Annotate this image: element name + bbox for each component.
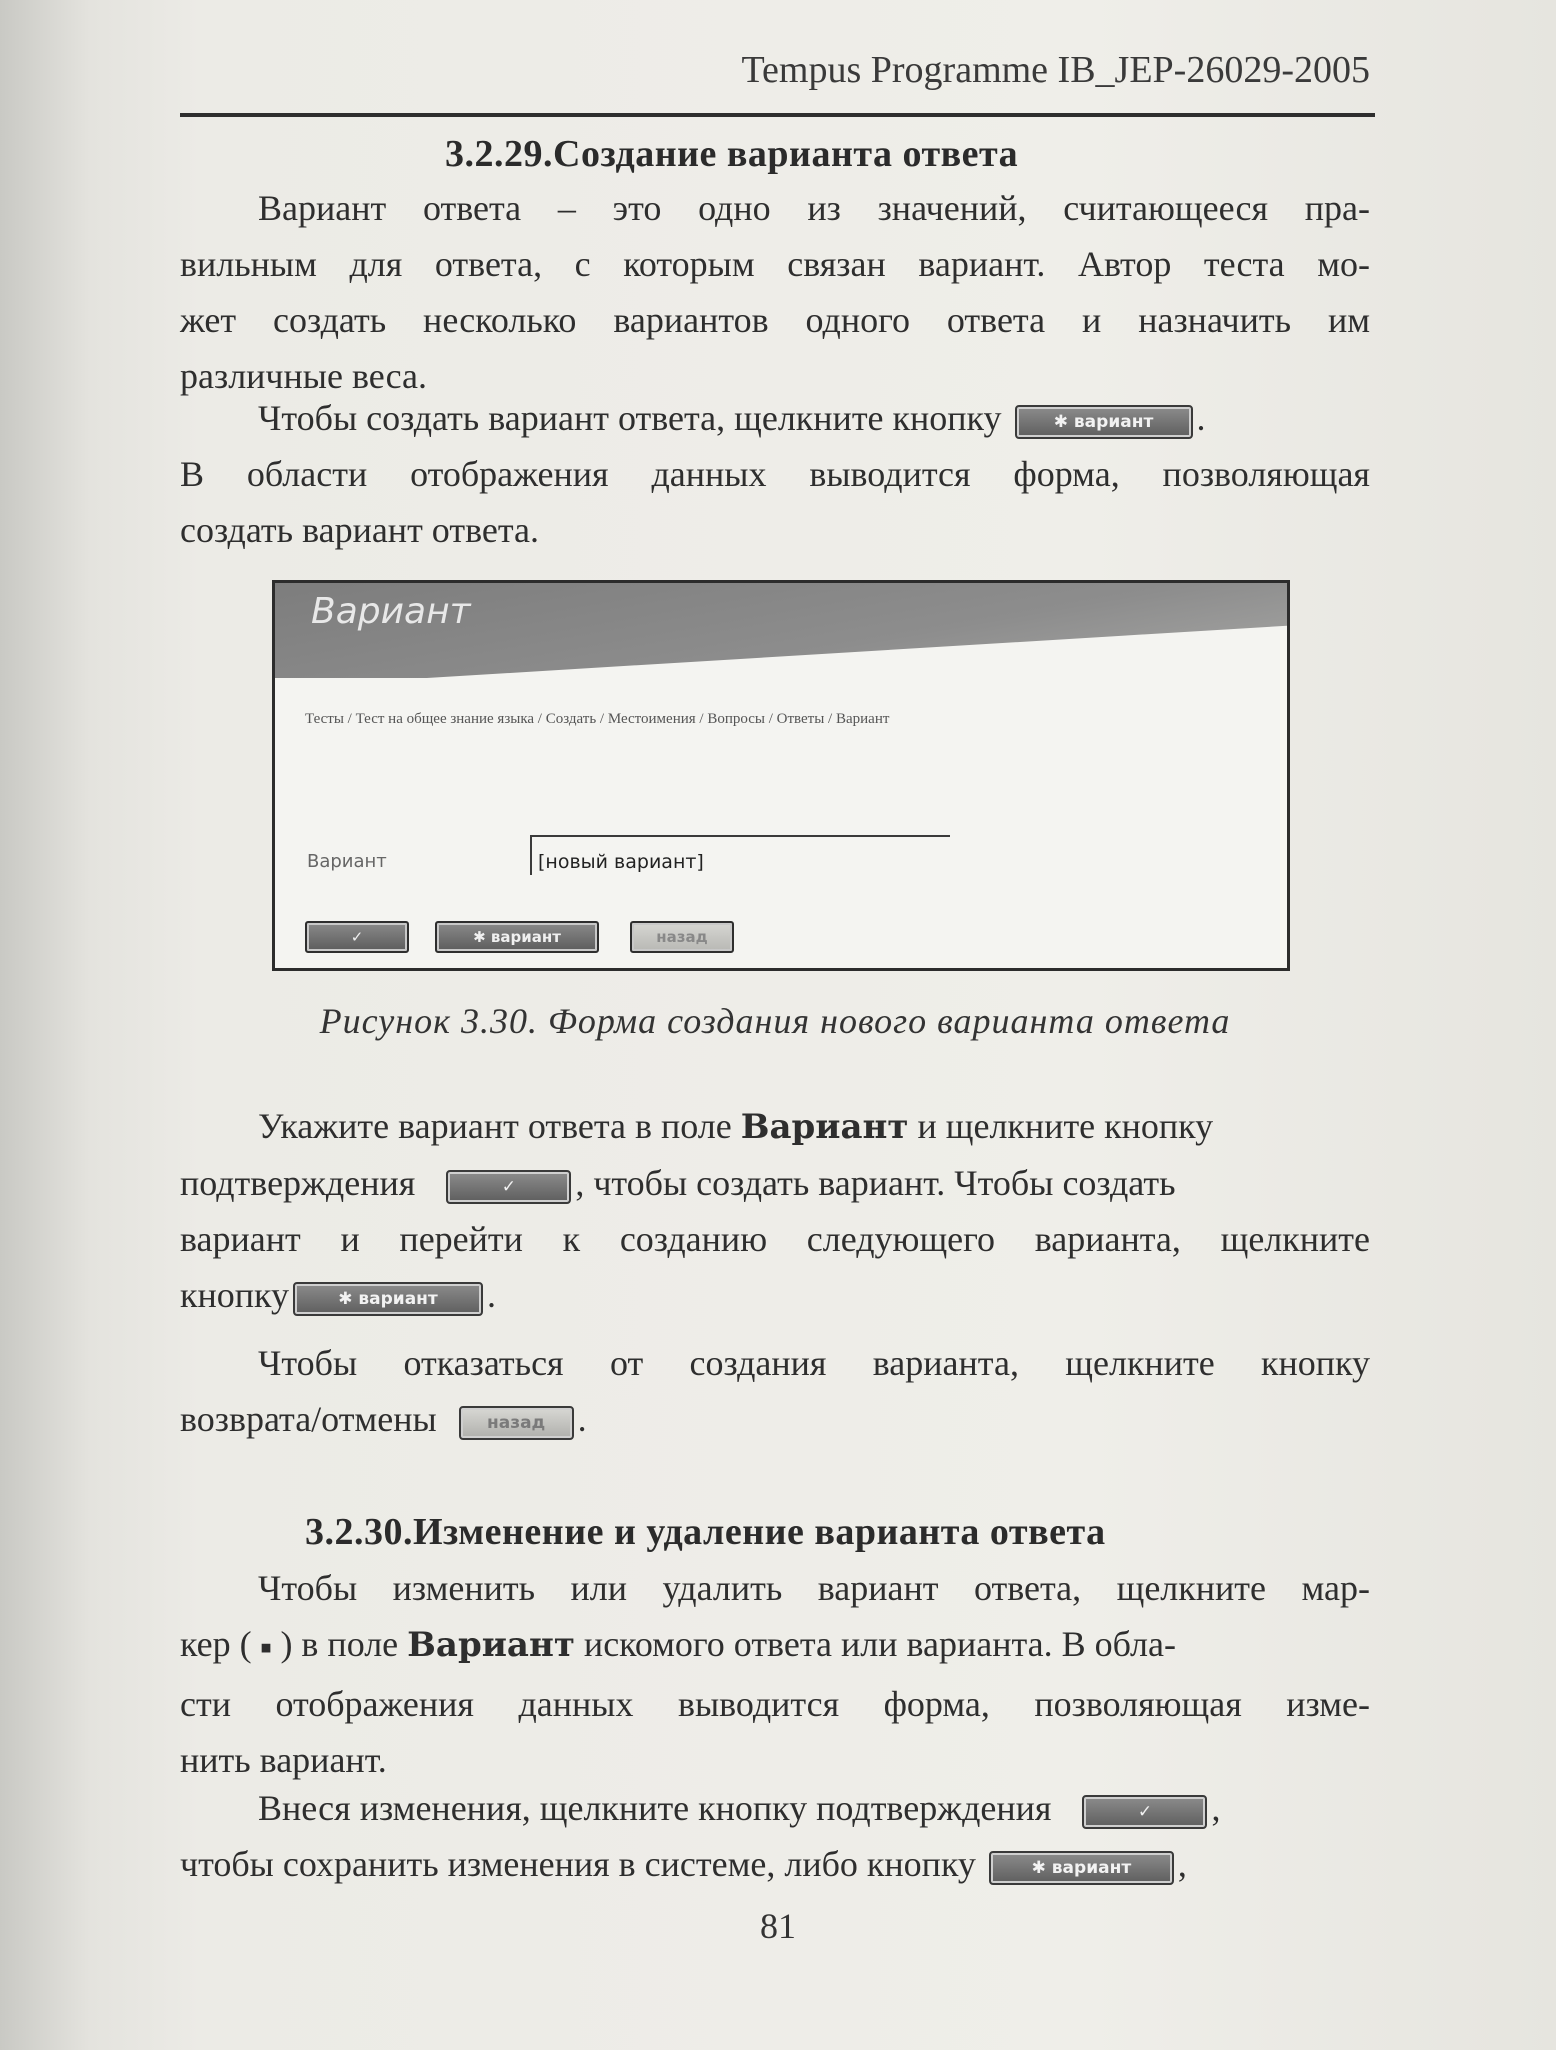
paragraph-confirm	[180, 1098, 1370, 1323]
confirm-button-inline[interactable]: ✓	[1082, 1795, 1207, 1829]
text-line: жет создать несколько вариантов одного ответа и назначить им	[180, 300, 1370, 340]
text-fragment: Внеся изменения, щелкните кнопку подтверждения	[258, 1788, 1052, 1828]
figure-caption: Рисунок 3.30. Форма создания нового варианта ответа	[319, 1001, 1231, 1041]
text-line: Чтобы отказаться от создания варианта, щелкните кнопку	[258, 1343, 1370, 1383]
page-number: 81	[760, 1906, 796, 1946]
variant-button-inline[interactable]: ✱ вариант	[1015, 405, 1193, 439]
text-line	[180, 390, 1370, 446]
text-line: Чтобы изменить или удалить вариант ответа, щелкните мар-	[258, 1568, 1370, 1608]
text-fragment: чтобы сохранить изменения в системе, либо кнопку	[180, 1844, 976, 1884]
text-line: Вариант ответа – это одно из значений, считающееся пра-	[258, 188, 1370, 228]
section-heading-3-2-29: 3.2.29.Создание варианта ответа	[445, 133, 1019, 175]
confirm-button[interactable]: ✓	[305, 921, 409, 953]
text-fragment: Чтобы создать вариант ответа, щелкните кнопку	[258, 398, 1002, 438]
form-title: Вариант	[311, 591, 471, 632]
variant-button-inline[interactable]: ✱ вариант	[989, 1851, 1174, 1885]
text-line	[180, 1155, 1370, 1211]
text-line: вильным для ответа, с которым связан вариант. Автор теста мо-	[180, 244, 1370, 284]
back-button[interactable]: назад	[630, 921, 734, 953]
confirm-button-inline[interactable]: ✓	[446, 1170, 571, 1204]
text-line: создать вариант ответа.	[180, 510, 539, 550]
text-fragment: возврата/отмены	[180, 1399, 437, 1439]
text-line	[180, 1616, 1370, 1676]
paragraph-create-variant	[180, 390, 1370, 558]
text-fragment: .	[1196, 398, 1206, 438]
paragraph-definition	[180, 180, 1370, 404]
paragraph-cancel	[180, 1335, 1370, 1447]
bold-field-name: Вариант	[740, 1107, 909, 1147]
breadcrumb[interactable]: Тесты / Тест на общее знание языка / Создать / Местоимения / Вопросы / Ответы / Вариант	[305, 711, 890, 727]
text-fragment: ) в поле	[280, 1624, 399, 1664]
variant-input[interactable]: [новый вариант]	[530, 835, 950, 875]
marker-icon[interactable]: ■	[260, 1637, 272, 1658]
variant-field-label: Вариант	[307, 851, 387, 872]
text-fragment: .	[487, 1275, 497, 1315]
text-line: В области отображения данных выводится форма, позволяющая	[180, 454, 1370, 494]
bold-field-name: Вариант	[407, 1625, 575, 1665]
paragraph-edit-variant	[180, 1560, 1370, 1788]
text-fragment: , чтобы создать вариант. Чтобы создать	[575, 1163, 1176, 1203]
text-line	[180, 1267, 1370, 1323]
text-fragment: кнопку	[180, 1275, 290, 1315]
running-header: Tempus Programme IB_JEP-26029-2005	[741, 49, 1370, 91]
variant-button[interactable]: ✱ вариант	[435, 921, 599, 953]
text-fragment: .	[577, 1399, 587, 1439]
text-line: нить вариант.	[180, 1739, 387, 1780]
text-line: сти отображения данных выводится форма, позволяющая изме-	[180, 1683, 1370, 1724]
text-fragment: подтверждения	[180, 1163, 416, 1203]
text-fragment: Укажите вариант ответа в поле	[258, 1106, 732, 1146]
text-line	[180, 1098, 1370, 1155]
text-line: различные веса.	[180, 356, 428, 396]
text-fragment: кер (	[180, 1624, 252, 1664]
back-button-inline[interactable]: назад	[459, 1406, 574, 1440]
section-heading-3-2-30: 3.2.30.Изменение и удаление варианта ответа	[305, 1511, 1106, 1553]
text-fragment: ,	[1211, 1788, 1221, 1828]
text-fragment: ,	[1177, 1844, 1187, 1884]
variant-button-inline[interactable]: ✱ вариант	[293, 1282, 483, 1316]
text-fragment: искомого ответа или варианта. В обла-	[583, 1624, 1176, 1664]
text-line	[180, 1391, 1370, 1447]
paragraph-save-changes	[180, 1780, 1370, 1892]
text-fragment: и щелкните кнопку	[917, 1106, 1214, 1146]
text-line: вариант и перейти к созданию следующего варианта, щелкните	[180, 1219, 1370, 1259]
text-line	[180, 1836, 1370, 1892]
figure-variant-form	[272, 580, 1290, 971]
header-rule	[180, 113, 1375, 117]
text-line	[180, 1780, 1370, 1836]
